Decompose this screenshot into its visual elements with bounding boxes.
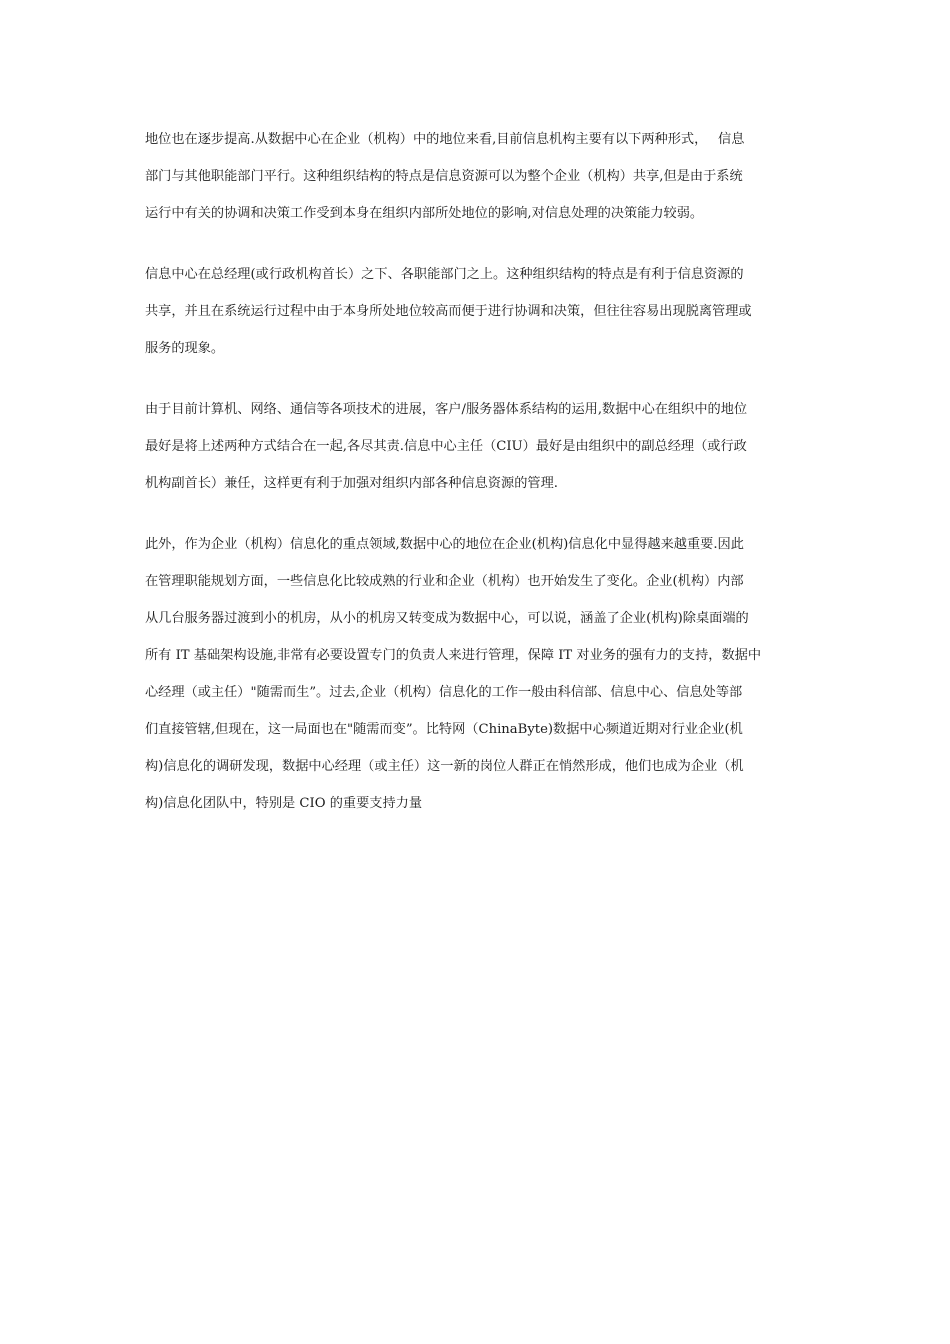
- text-line: 此外，作为企业（机构）信息化的重点领域,数据中心的地位在企业(机构)信息化中显得越来越重要.因此: [145, 537, 744, 552]
- text-line: 信息中心在总经理(或行政机构首长）之下、各职能部门之上。这种组织结构的特点是有利于信息资源的: [145, 267, 744, 282]
- document-page: [145, 121, 810, 846]
- text-line: 运行中有关的协调和决策工作受到本身在组织内部所处地位的影响,对信息处理的决策能力较弱。: [145, 206, 704, 221]
- paragraph-2: [145, 256, 810, 367]
- paragraph-4: [145, 526, 810, 822]
- text-line: 构)信息化团队中，特别是 CIO 的重要支持力量: [145, 796, 423, 811]
- text-line: 构)信息化的调研发现，数据中心经理（或主任）这一新的岗位人群正在悄然形成，他们也成为企业（机: [145, 759, 744, 774]
- text-line: 从几台服务器过渡到小的机房，从小的机房又转变成为数据中心，可以说，涵盖了企业(机构)除桌面端的: [145, 611, 749, 626]
- paragraph-1: [145, 121, 810, 232]
- text-line: 心经理（或主任）"随需而生”。过去,企业（机构）信息化的工作一般由科信部、信息中心、信息处等部: [145, 685, 743, 700]
- paragraph-3: [145, 391, 810, 502]
- text-line: 们直接管辖,但现在，这一局面也在"随需而变”。比特网（ChinaByte)数据中心频道近期对行业企业(机: [145, 722, 743, 737]
- text-line: 部门与其他职能部门平行。这种组织结构的特点是信息资源可以为整个企业（机构）共享,但是由于系统: [145, 169, 743, 184]
- text-line: 服务的现象。: [145, 341, 225, 356]
- text-line: 最好是将上述两种方式结合在一起,各尽其责.信息中心主任（CIU）最好是由组织中的副总经理（或行政: [145, 439, 747, 454]
- text-line: 所有 IT 基础架构设施,非常有必要设置专门的负责人来进行管理，保障 IT 对业务的强有力的支持，数据中: [145, 648, 762, 663]
- text-line: 地位也在逐步提高.从数据中心在企业（机构）中的地位来看,目前信息机构主要有以下两种形式， 信息: [145, 132, 745, 147]
- text-line: 共享，并且在系统运行过程中由于本身所处地位较高而便于进行协调和决策，但往往容易出现脱离管理或: [145, 304, 752, 319]
- text-line: 机构副首长）兼任，这样更有利于加强对组织内部各种信息资源的管理.: [145, 476, 559, 491]
- text-line: 在管理职能规划方面，一些信息化比较成熟的行业和企业（机构）也开始发生了变化。企业(机构）内部: [145, 574, 744, 589]
- text-line: 由于目前计算机、网络、通信等各项技术的进展，客户/服务器体系结构的运用,数据中心在组织中的地位: [145, 402, 748, 417]
